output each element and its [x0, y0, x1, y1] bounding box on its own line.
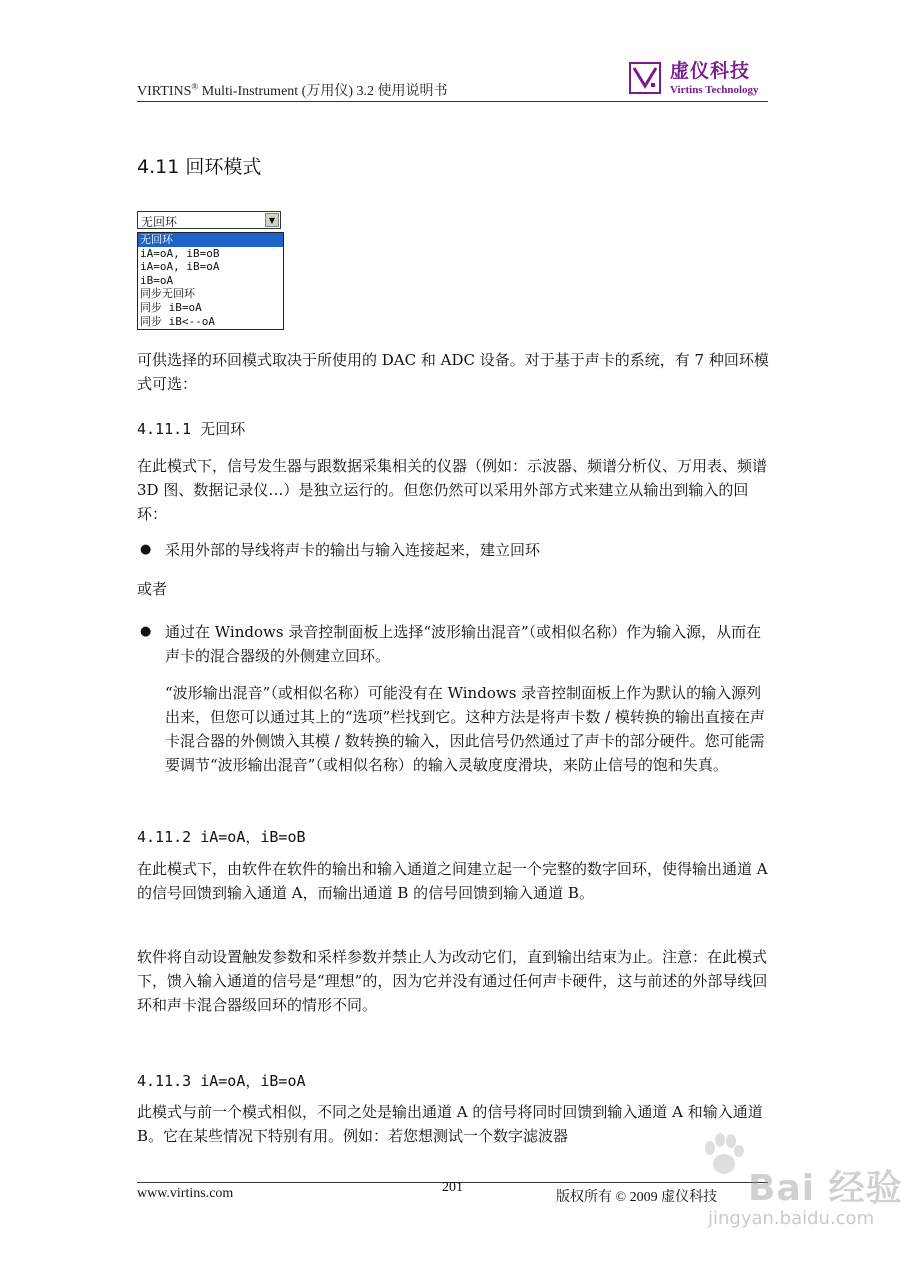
loopback-mode-dropdown-list: [137, 232, 284, 330]
dropdown-option[interactable]: iA=oA, iB=oA: [140, 260, 220, 274]
bullet-item: 采用外部的导线将声卡的输出与输入连接起来，建立回环: [165, 541, 541, 559]
subsection-title-4-11-3: 4.11.3 iA=oA，iB=oA: [137, 1072, 306, 1090]
logo-company-name-en: Virtins Technology: [670, 84, 759, 96]
section-title: 4.11 回环模式: [137, 156, 262, 178]
watermark-url: jingyan.baidu.com: [708, 1208, 875, 1229]
paragraph: 在此模式下，信号发生器与跟数据采集相关的仪器（例如：示波器、频谱分析仪、万用表、频谱 3D 图、数据记录仪…）是独立运行的。但您仍然可以采用外部方式来建立从输出到输入的回环：: [137, 457, 768, 523]
page-number: 201: [442, 1180, 463, 1195]
bullet-item: 通过在 Windows 录音控制面板上选择“波形输出混音”（或相似名称）作为输入源，从而在声卡的混合器级的外侧建立回环。: [165, 623, 762, 665]
bullet-icon: ●: [140, 624, 152, 639]
combobox-value: 无回环: [141, 215, 178, 229]
paragraph: 在此模式下，由软件在软件的输出和输入通道之间建立起一个完整的数字回环，使得输出通道 A 的信号回馈到输入通道 A，而输出通道 B 的信号回馈到输入通道 B。: [137, 860, 768, 902]
dropdown-option[interactable]: iB=oA: [140, 273, 174, 287]
loopback-mode-combobox[interactable]: [137, 211, 281, 229]
header-divider: [137, 101, 768, 102]
paragraph: 软件将自动设置触发参数和采样参数并禁止人为改动它们，直到输出结束为止。注意：在此模式下，馈入输入通道的信号是“理想”的，因为它并没有通过任何声卡硬件，这与前述的外部导线回环和声卡混合器级回环的情形不同。: [137, 948, 768, 1014]
dropdown-option[interactable]: iA=oA, iB=oB: [140, 246, 220, 260]
virtins-logo-icon: [629, 62, 661, 94]
footer-copyright: 版权所有 © 2009 虚仪科技: [556, 1190, 718, 1205]
dropdown-option[interactable]: 同步 iB<--oA: [140, 314, 215, 328]
dropdown-option[interactable]: 同步 iB=oA: [140, 300, 202, 314]
subsection-title-4-11-1: 4.11.1 无回环: [137, 420, 246, 438]
paw-watermark-icon: [700, 1132, 746, 1182]
running-header-title: VIRTINS® Multi-Instrument (万用仪) 3.2 使用说明书: [137, 81, 448, 99]
note-paragraph: “波形输出混音”（或相似名称）可能没有在 Windows 录音控制面板上作为默认的输入源列出来，但您可以通过其上的“选项”栏找到它。这种方法是将声卡数 / 模转换的输出直接在声卡混合器的外侧馈入其模 / 数转换的输入，因此信号仍然通过了声卡的部分硬件。您可能需要调节“波形输出混音”（或相似名称）的输入灵敏度度滑块，来防止信号的饱和失真。: [165, 684, 765, 774]
bullet-icon: ●: [140, 542, 152, 557]
logo-company-name-cn: 虚仪科技: [670, 60, 751, 82]
paragraph-or: 或者: [137, 580, 168, 598]
paragraph: 此模式与前一个模式相似，不同之处是输出通道 A 的信号将同时回馈到输入通道 A 和输入通道 B。它在某些情况下特别有用。例如：若您想测试一个数字滤波器: [137, 1103, 763, 1145]
watermark-text: Bai 经验: [748, 1168, 903, 1209]
dropdown-option[interactable]: 无回环: [138, 233, 283, 247]
footer-url: www.virtins.com: [137, 1186, 234, 1201]
dropdown-arrow-icon[interactable]: ▼: [265, 213, 279, 227]
intro-paragraph: 可供选择的环回模式取决于所使用的 DAC 和 ADC 设备。对于基于声卡的系统，有 7 种回环模式可选：: [137, 351, 769, 393]
dropdown-option[interactable]: 同步无回环: [140, 287, 195, 301]
subsection-title-4-11-2: 4.11.2 iA=oA，iB=oB: [137, 828, 306, 846]
